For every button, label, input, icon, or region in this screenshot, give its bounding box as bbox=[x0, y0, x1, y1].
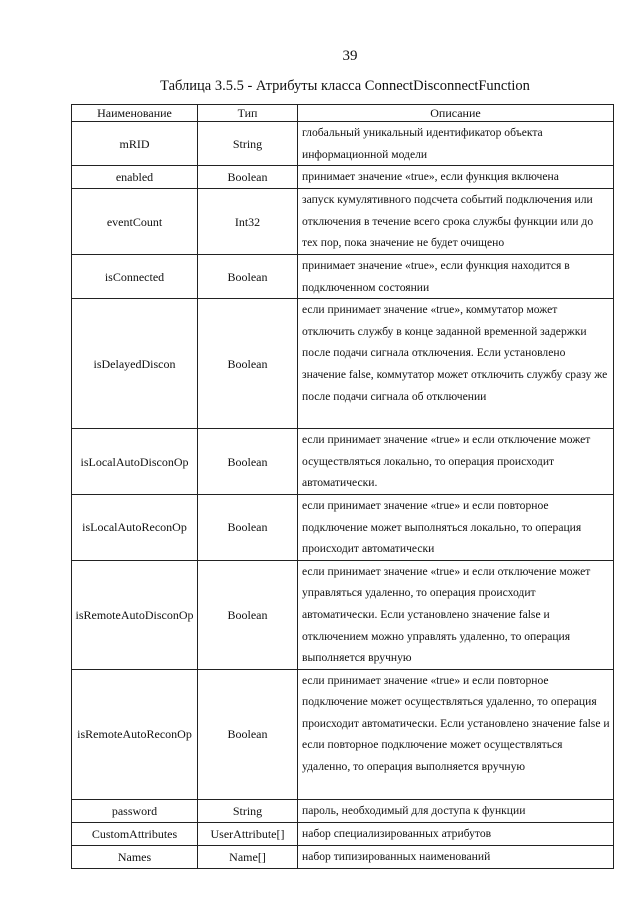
attribute-name: CustomAttributes bbox=[72, 822, 198, 845]
attribute-name: isConnected bbox=[72, 254, 198, 298]
attribute-description: если принимает значение «true», коммутатор может отключить службу в конце заданной временной задержки после подачи сигнала отключения. Если установлено значение false, коммутатор может отключить службу сразу же после подачи сигнала об отключении bbox=[298, 299, 614, 429]
attribute-type: Boolean bbox=[198, 560, 298, 669]
header-description: Описание bbox=[298, 105, 614, 122]
page-number: 39 bbox=[342, 48, 358, 64]
attribute-type: Int32 bbox=[198, 189, 298, 255]
attribute-type: Boolean bbox=[198, 166, 298, 189]
table-row bbox=[72, 254, 614, 298]
attribute-type: UserAttribute[] bbox=[198, 822, 298, 845]
table-header-row bbox=[72, 105, 614, 122]
header-type: Тип bbox=[198, 105, 298, 122]
attribute-name: password bbox=[72, 799, 198, 822]
attribute-description: если принимает значение «true» и если повторное подключение может осуществляться удаленно, то операция происходит автоматически. Если установлено значение false и если повторное подключение может осуществляться удаленно, то операция выполняется вручную bbox=[298, 669, 614, 799]
table-row bbox=[72, 166, 614, 189]
attribute-description: набор специализированных атрибутов bbox=[298, 822, 614, 845]
attribute-description: если принимает значение «true» и если отключение может осуществляться локально, то операция происходит автоматически. bbox=[298, 429, 614, 495]
attribute-name: eventCount bbox=[72, 189, 198, 255]
attribute-name: isLocalAutoDisconOp bbox=[72, 429, 198, 495]
attribute-description: принимает значение «true», если функция находится в подключенном состоянии bbox=[298, 254, 614, 298]
attribute-name: Names bbox=[72, 845, 198, 868]
attribute-name: isRemoteAutoReconOp bbox=[72, 669, 198, 799]
attribute-type: String bbox=[198, 799, 298, 822]
attribute-description: глобальный уникальный идентификатор объекта информационной модели bbox=[298, 122, 614, 166]
attribute-name: isRemoteAutoDisconOp bbox=[72, 560, 198, 669]
table-row bbox=[72, 189, 614, 255]
table-row bbox=[72, 429, 614, 495]
table-row bbox=[72, 845, 614, 868]
table-row bbox=[72, 669, 614, 799]
table-caption: Таблица 3.5.5 - Атрибуты класса ConnectDisconnectFunction bbox=[160, 78, 530, 94]
attributes-table bbox=[71, 104, 614, 869]
attribute-type: String bbox=[198, 122, 298, 166]
attribute-type: Boolean bbox=[198, 429, 298, 495]
attribute-description: если принимает значение «true» и если отключение может управляться удаленно, то операция происходит автоматически. Если установлено значение false и отключением можно управлять удаленно, то операция выполняется вручную bbox=[298, 560, 614, 669]
header-name: Наименование bbox=[72, 105, 198, 122]
attribute-name: enabled bbox=[72, 166, 198, 189]
attribute-description: запуск кумулятивного подсчета событий подключения или отключения в течение всего срока службы функции или до тех пор, пока значение не будет очищено bbox=[298, 189, 614, 255]
table-row bbox=[72, 560, 614, 669]
attribute-description: пароль, необходимый для доступа к функции bbox=[298, 799, 614, 822]
table-row bbox=[72, 822, 614, 845]
attribute-type: Name[] bbox=[198, 845, 298, 868]
attribute-description: если принимает значение «true» и если повторное подключение может выполняться локально, то операция происходит автоматически bbox=[298, 494, 614, 560]
attribute-description: принимает значение «true», если функция включена bbox=[298, 166, 614, 189]
attribute-name: isDelayedDiscon bbox=[72, 299, 198, 429]
attribute-type: Boolean bbox=[198, 494, 298, 560]
attribute-description: набор типизированных наименований bbox=[298, 845, 614, 868]
attribute-type: Boolean bbox=[198, 254, 298, 298]
table-row bbox=[72, 494, 614, 560]
attribute-type: Boolean bbox=[198, 299, 298, 429]
table-row bbox=[72, 122, 614, 166]
table-row bbox=[72, 799, 614, 822]
attribute-name: isLocalAutoReconOp bbox=[72, 494, 198, 560]
table-row bbox=[72, 299, 614, 429]
attribute-type: Boolean bbox=[198, 669, 298, 799]
attribute-name: mRID bbox=[72, 122, 198, 166]
